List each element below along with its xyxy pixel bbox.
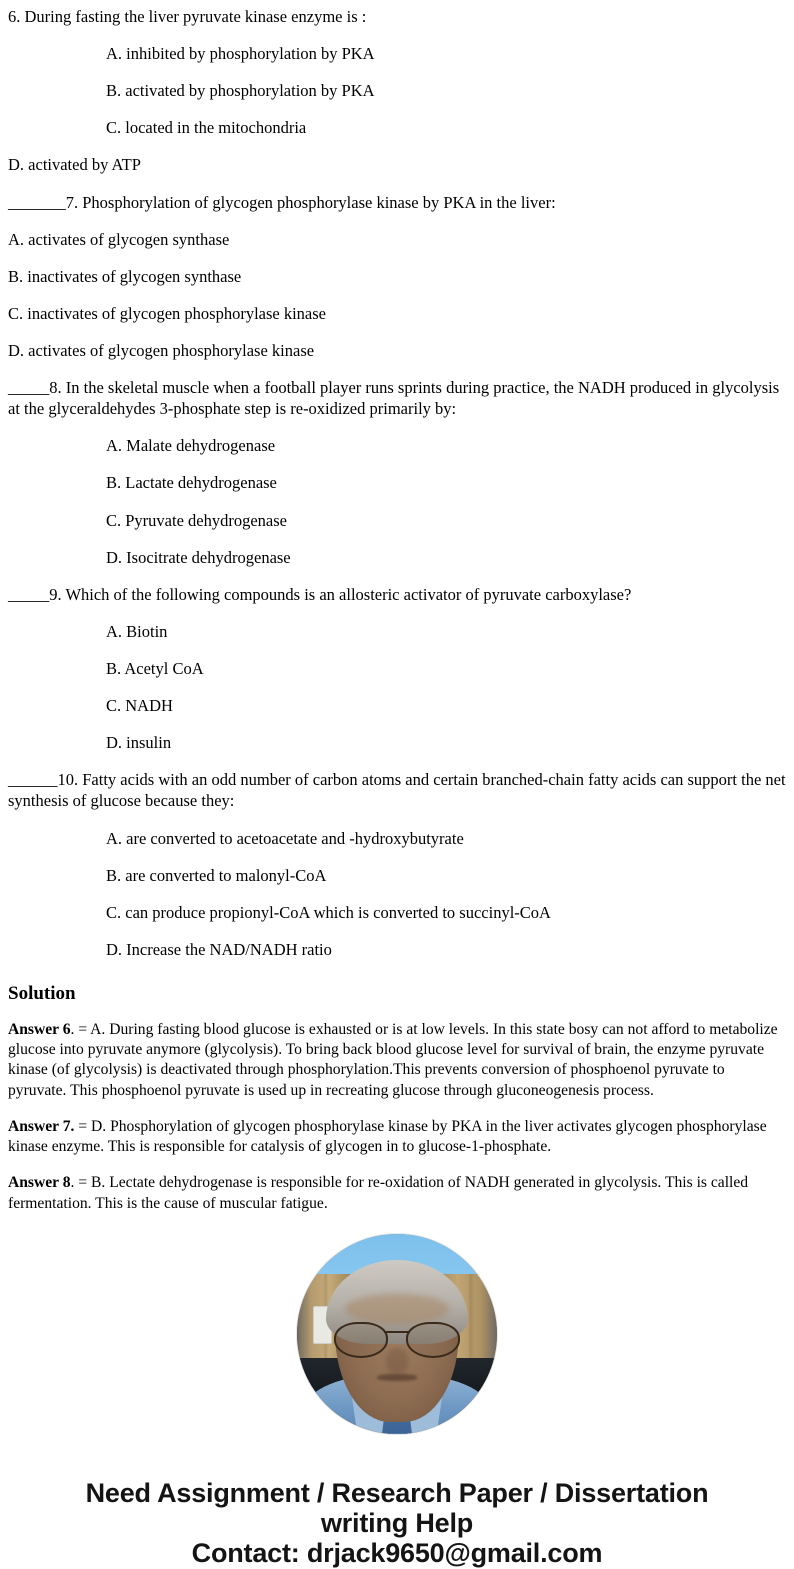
avatar-container <box>8 1234 786 1434</box>
question-9-option-c: C. NADH <box>106 696 173 716</box>
question-6-option-c: C. located in the mitochondria <box>106 118 307 138</box>
answer-6-label: Answer 6 <box>8 1020 71 1038</box>
photo-lens-left <box>334 1322 388 1358</box>
footer-line-1: Need Assignment / Research Paper / Dissertation <box>85 1477 709 1508</box>
question-6-stem: 6. During fasting the liver pyruvate kinase enzyme is : <box>8 7 367 26</box>
footer-line-2: writing Help <box>320 1508 474 1539</box>
question-9-stem: _____9. Which of the following compounds is an allosteric activator of pyruvate carboxylase? <box>8 584 632 604</box>
question-8-option-a: A. Malate dehydrogenase <box>106 436 276 456</box>
question-8-option-b: B. Lactate dehydrogenase <box>106 473 277 493</box>
answer-7-text: = D. Phosphorylation of glycogen phosphorylase kinase by PKA in the liver activates glycogen phosphorylase kinase enzyme. This is responsible for catalysis of glycogen in to glucose-1-phosphate. <box>8 1117 767 1156</box>
question-8-option-d: D. Isocitrate dehydrogenase <box>106 547 291 567</box>
question-10-stem: ______10. Fatty acids with an odd number of carbon atoms and certain branched-chain fatty acids can support the net synthesis of glucose because they: <box>8 770 786 811</box>
question-10-option-c: C. can produce propionyl-CoA which is converted to succinyl-CoA <box>106 902 551 922</box>
answer-8-text: = B. Lectate dehydrogenase is responsible for re-oxidation of NADH generated in glycolysis. This is called fermentation. This is the cause of muscular fatigue. <box>8 1174 749 1212</box>
question-10-option-b: B. are converted to malonyl-CoA <box>106 865 327 885</box>
question-7-option-c: C. inactivates of glycogen phosphorylase kinase <box>8 303 327 323</box>
question-7-stem: _______7. Phosphorylation of glycogen phosphorylase kinase by PKA in the liver: <box>8 192 556 212</box>
question-6-option-d: D. activated by ATP <box>8 155 141 175</box>
photo-glasses-bridge <box>384 1331 410 1334</box>
question-9-option-d: D. insulin <box>106 733 172 753</box>
footer-line-3: Contact: drjack9650@gmail.com <box>191 1538 603 1569</box>
answer-6-paragraph <box>8 1020 786 1101</box>
photo-lens-right <box>406 1322 460 1358</box>
question-7-option-a: A. activates of glycogen synthase <box>8 229 230 249</box>
glasses-icon <box>334 1322 460 1356</box>
question-9-option-b: B. Acetyl CoA <box>106 658 204 678</box>
solution-heading: Solution <box>8 982 76 1004</box>
question-6-option-b: B. activated by phosphorylation by PKA <box>106 81 375 101</box>
answer-6-text: = A. During fasting blood glucose is exhausted or is at low levels. In this state bosy can not afford to metabolize glucose into pyruvate anymore (glycolysis). To bring back blood glucose level for survival of brain, the enzyme pyruvate kinase (of glycolysis) is deactivated through phosphorylation.This prevents conversion of phosphoenol pyruvate to pyruvate. This phosphoenol pyruvate is used up in recreating glucose through gluconeogenesis process. <box>8 1020 778 1099</box>
question-8-stem: _____8. In the skeletal muscle when a football player runs sprints during practice, the NADH produced in glycolysis at the glyceraldehydes 3-phosphate step is re-oxidized primarily by: <box>8 378 780 419</box>
question-10-option-d: D. Increase the NAD/NADH ratio <box>106 939 332 959</box>
answer-8-paragraph <box>8 1173 786 1214</box>
footer-promo <box>8 1478 786 1569</box>
question-8-option-c: C. Pyruvate dehydrogenase <box>106 510 287 530</box>
photo-mouth <box>377 1374 417 1381</box>
question-10-option-a: A. are converted to acetoacetate and -hydroxybutyrate <box>106 828 464 848</box>
answer-6-label-suffix: . <box>70 1020 75 1038</box>
answer-7-label: Answer 7. <box>8 1117 75 1135</box>
answer-8-label-suffix: . <box>70 1174 75 1192</box>
question-6-option-a: A. inhibited by phosphorylation by PKA <box>106 44 375 64</box>
question-9-option-a: A. Biotin <box>106 621 168 641</box>
photo-forehead-highlight <box>345 1294 449 1324</box>
answer-8-label: Answer 8 <box>8 1174 71 1192</box>
question-7-option-b: B. inactivates of glycogen synthase <box>8 266 242 286</box>
avatar <box>297 1234 497 1434</box>
answer-7-paragraph <box>8 1117 786 1158</box>
question-7-option-d: D. activates of glycogen phosphorylase kinase <box>8 340 315 360</box>
